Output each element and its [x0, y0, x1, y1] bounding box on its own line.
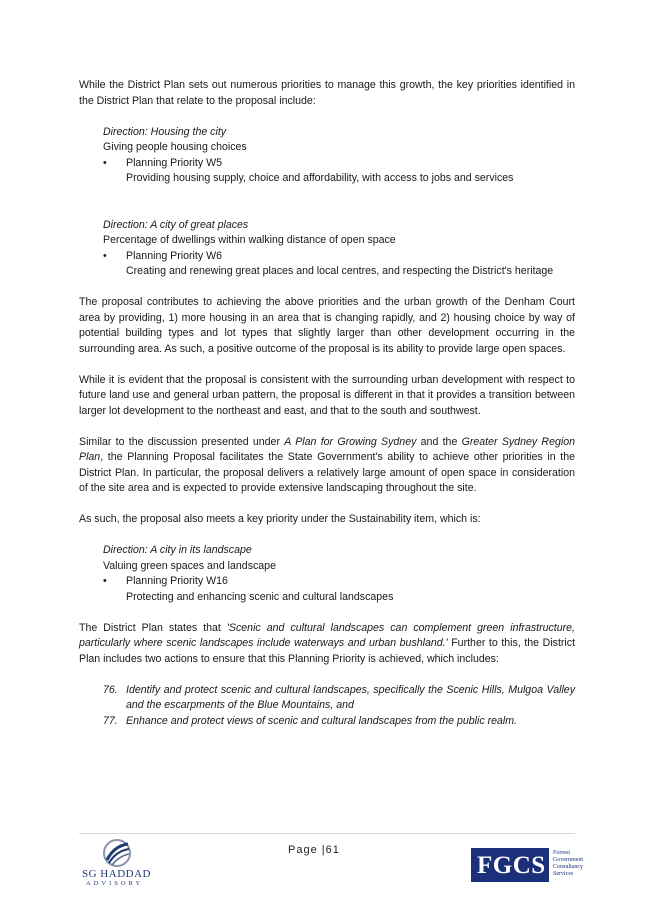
- action-item: [79, 683, 575, 714]
- direction-title: Direction: Housing the city: [103, 125, 227, 138]
- priority-description: Creating and renewing great places and local centres, and respecting the District's heritage: [126, 265, 554, 277]
- page-number: Page |61: [288, 844, 340, 856]
- paragraph-consistency: While it is evident that the proposal is consistent with the surrounding urban development with respect to future land use and general urban pattern, the proposal is different in that it provides a transition between larger lot development to the northeast and east, and that to the south and southwest.: [79, 373, 575, 417]
- sg-haddad-logo: [80, 838, 160, 886]
- direction-subtitle: Giving people housing choices: [103, 141, 247, 153]
- action-number: 77.: [103, 714, 118, 727]
- intro-paragraph: While the District Plan sets out numerous priorities to manage this growth, the key priorities identified in the District Plan that relate to the proposal include:: [79, 79, 575, 107]
- footer-divider: [79, 833, 575, 834]
- priority-label: Planning Priority W5: [126, 156, 222, 169]
- direction-subtitle: Percentage of dwellings within walking distance of open space: [103, 234, 396, 246]
- priority-w5: [79, 156, 575, 187]
- direction-subtitle: Valuing green spaces and landscape: [103, 559, 276, 572]
- priority-description: Protecting and enhancing scenic and cultural landscapes: [126, 590, 394, 603]
- document-body: [79, 78, 575, 729]
- direction-title: Direction: A city of great places: [103, 218, 249, 231]
- action-text: Identify and protect scenic and cultural landscapes, specifically the Scenic Hills, Mulgoa Valley and the escarpments of the Blue Mountains, and: [126, 683, 575, 711]
- paragraph-sustainability: As such, the proposal also meets a key priority under the Sustainability item, which is:: [79, 513, 481, 525]
- action-text: Enhance and protect views of scenic and cultural landscapes from the public realm.: [126, 714, 518, 727]
- priority-w6: [79, 249, 575, 280]
- direction-landscape: [103, 543, 575, 574]
- priority-label: Planning Priority W16: [126, 575, 228, 587]
- plan-title: Greater Sydney Region Plan: [79, 435, 575, 463]
- direction-housing: [103, 125, 575, 156]
- logo-subtitle: ADVISORY: [86, 880, 144, 887]
- plan-title: A Plan for Growing Sydney: [284, 435, 417, 448]
- swoosh-icon: [102, 838, 132, 868]
- action-item: [79, 714, 575, 730]
- priority-label: Planning Priority W6: [126, 249, 222, 262]
- paragraph-contribution: The proposal contributes to achieving the above priorities and the urban growth of the Denham Court area by providing, 1) more housing in an area that is changing rapidly, and 2) housing choice by way of potential building types and lot types that slightly larger than other development occurring in the surrounding area. As such, a positive outcome of the proposal is its ability to provide large open spaces.: [79, 296, 575, 355]
- priority-description: Providing housing supply, choice and affordability, with access to jobs and services: [126, 172, 514, 184]
- paragraph-similar: Similar to the discussion presented under A Plan for Growing Sydney and the Greater Sydney Region Plan, the Planning Proposal facilitates the State Government's ability to achieve other priorities in the District Plan. In particular, the proposal delivers a relatively large amount of open space in consideration of the site area and is expected to provide extensive landscaping throughout the site.: [79, 435, 575, 494]
- logo-name: SG HADDAD: [82, 868, 151, 880]
- priority-w16: [79, 574, 575, 605]
- direction-title: Direction: A city in its landscape: [103, 544, 252, 556]
- direction-great-places: [103, 218, 575, 249]
- bullet-icon: •: [103, 575, 107, 587]
- action-number: 76.: [103, 683, 118, 696]
- bullet-icon: •: [103, 249, 107, 262]
- paragraph-district-plan: The District Plan states that 'Scenic and cultural landscapes can complement green infrastructure, particularly where scenic landscapes include waterways and urban bushland.' Further to this, the District Plan includes two actions to ensure that this Planning Priority is achieved, which includes:: [79, 621, 576, 665]
- bullet-icon: •: [103, 156, 107, 169]
- district-plan-quote: 'Scenic and cultural landscapes can complement green infrastructure, particularly where scenic landscapes include waterways and urban bushland.': [79, 621, 575, 649]
- fgcs-mark: FGCS: [471, 848, 549, 882]
- fgcs-wordmark: Forrest Government Consultancy Services: [553, 850, 583, 877]
- fgcs-logo: [471, 848, 591, 884]
